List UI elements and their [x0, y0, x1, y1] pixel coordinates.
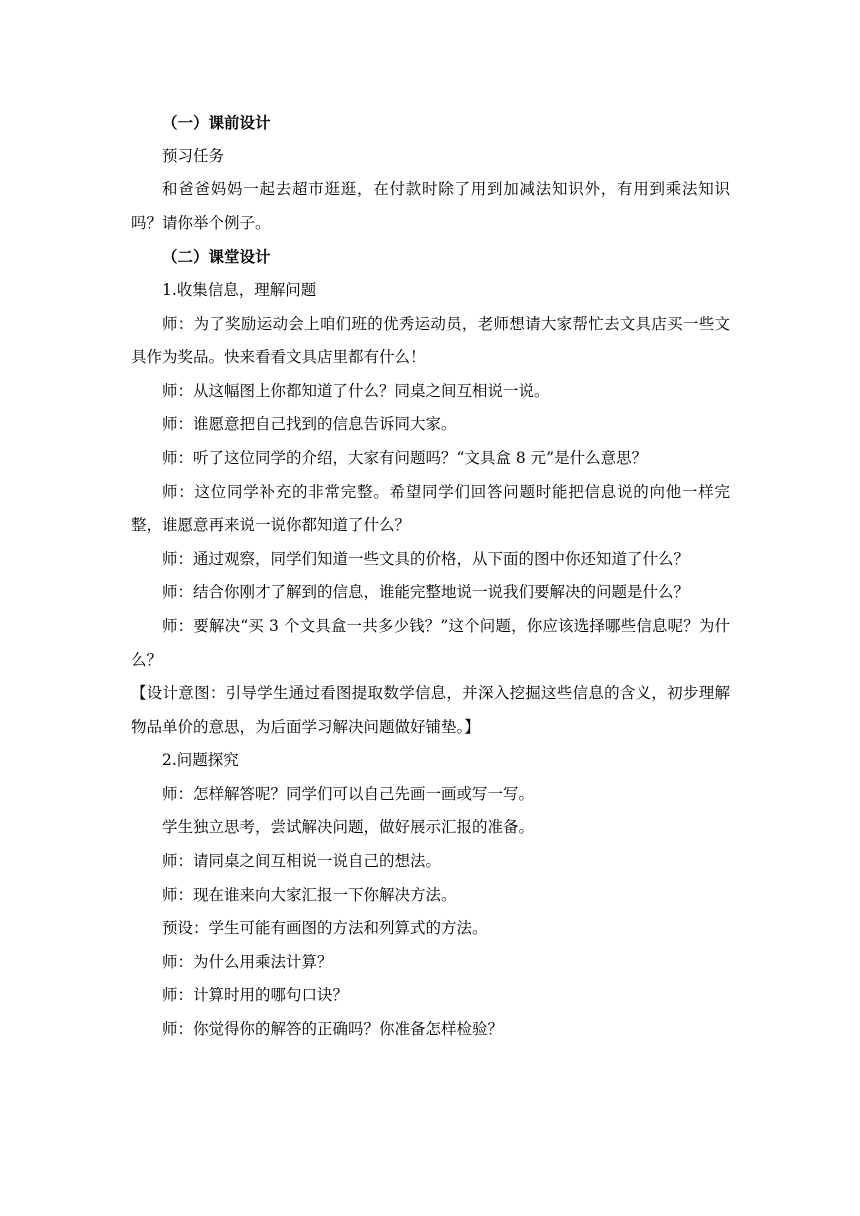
paragraph: 师：为什么用乘法计算？: [162, 952, 333, 971]
paragraph: 学生独立思考，尝试解决问题，做好展示汇报的准备。: [162, 818, 535, 837]
paragraph: 师：结合你刚才了解到的信息，谁能完整地说一说我们要解决的问题是什么？: [162, 583, 690, 602]
paragraph: 师：为了奖励运动会上咱们班的优秀运动员，老师想请大家帮忙去文具店买一些文具作为奖品。快来看看文具店里都有什么！: [131, 314, 730, 367]
paragraph: 师：从这幅图上你都知道了什么？同桌之间互相说一说。: [162, 381, 550, 400]
paragraph: 师：你觉得你的解答的正确吗？你准备怎样检验？: [162, 1020, 504, 1039]
paragraph: 师：要解决“买 3 个文具盒一共多少钱？”这个问题，你应该选择哪些信息呢？为什么？: [131, 616, 730, 669]
paragraph: 师：计算时用的哪句口诀？: [162, 986, 349, 1005]
paragraph: 师：这位同学补充的非常完整。希望同学们回答问题时能把信息说的向他一样完整，谁愿意再来说一说你都知道了什么？: [131, 482, 730, 535]
subheading-problem-explore: 2.问题探究: [162, 751, 239, 770]
subheading-collect-info: 1.收集信息，理解问题: [162, 280, 317, 299]
paragraph: 师：怎样解答呢？同学们可以自己先画一画或写一写。: [162, 784, 535, 803]
design-intent-note: 【设计意图：引导学生通过看图提取数学信息，并深入挖掘这些信息的含义，初步理解物品单价的意思，为后面学习解决问题做好铺垫。】: [131, 684, 730, 736]
paragraph: 师：请同桌之间互相说一说自己的想法。: [162, 852, 442, 871]
section-heading-in-class: （二）课堂设计: [162, 247, 271, 267]
paragraph: 预设：学生可能有画图的方法和列算式的方法。: [162, 919, 488, 938]
paragraph: 师：通过观察，同学们知道一些文具的价格，从下面的图中你还知道了什么？: [162, 549, 690, 568]
paragraph: 和爸爸妈妈一起去超市逛逛，在付款时除了用到加减法知识外，有用到乘法知识吗？请你举个例子。: [131, 180, 730, 232]
subheading-preview-task: 预习任务: [162, 146, 225, 165]
document-body: [131, 106, 730, 1047]
paragraph: 师：谁愿意把自己找到的信息告诉同大家。: [162, 415, 457, 434]
paragraph: 师：听了这位同学的介绍，大家有问题吗？“文具盒 8 元”是什么意思？: [162, 448, 648, 467]
paragraph: 师：现在谁来向大家汇报一下你解决方法。: [162, 885, 457, 904]
section-heading-pre-class: （一）课前设计: [162, 113, 271, 132]
